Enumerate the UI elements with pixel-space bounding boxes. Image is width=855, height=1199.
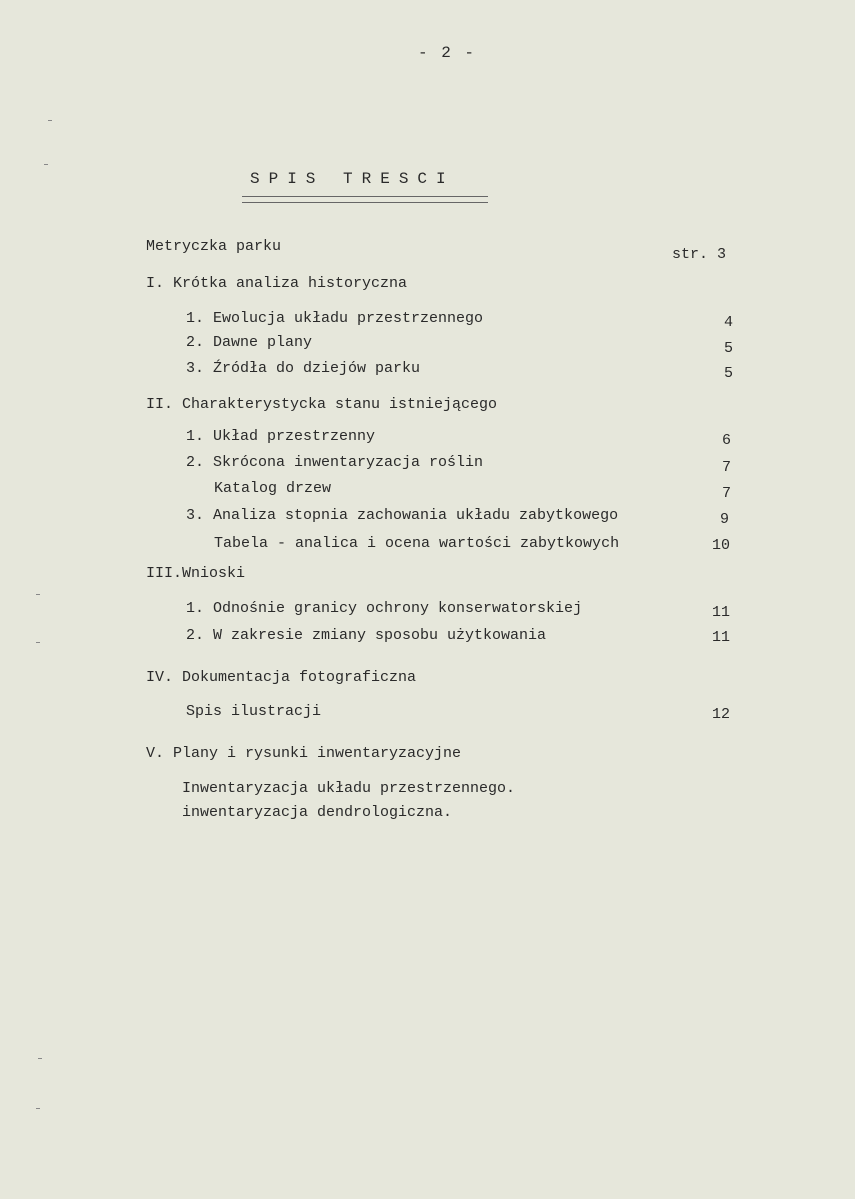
toc-page-ref: 7 [722,485,732,502]
toc-section-heading: II. Charakterystycka stanu istniejącego [146,396,498,413]
toc-entry: 3. Źródła do dziejów parku [186,360,421,377]
toc-entry: 1. Układ przestrzenny [186,428,376,445]
toc-entry: 2. W zakresie zmiany sposobu użytkowania [186,627,547,644]
toc-entry: 1. Odnośnie granicy ochrony konserwatorskiej [186,600,583,617]
toc-entry: 3. Analiza stopnia zachowania układu zabytkowego [186,507,619,524]
margin-speck [36,1108,40,1109]
margin-speck [48,120,52,121]
margin-speck [44,164,48,165]
toc-section-heading: IV. Dokumentacja fotograficzna [146,669,417,686]
margin-speck [36,594,40,595]
toc-entry: inwentaryzacja dendrologiczna. [182,804,453,821]
toc-entry: Tabela - analica i ocena wartości zabytkowych [214,535,620,552]
toc-page-ref: 10 [712,537,731,554]
toc-page-ref: 5 [724,340,734,357]
toc-page-ref: 7 [722,459,732,476]
page-number: - 2 - [418,44,477,62]
toc-section-heading: V. Plany i rysunki inwentaryzacyjne [146,745,462,762]
toc-page-ref: 4 [724,314,734,331]
toc-title: SPIS TRESCI [250,170,455,188]
toc-page-ref: 9 [720,511,730,528]
toc-entry: Inwentaryzacja układu przestrzennego. [182,780,516,797]
toc-entry: Spis ilustracji [186,703,322,720]
toc-page-ref: 12 [712,706,731,723]
toc-entry: 2. Dawne plany [186,334,313,351]
toc-page-ref: 6 [722,432,732,449]
toc-entry: Katalog drzew [214,480,332,497]
toc-entry: 1. Ewolucja układu przestrzennego [186,310,484,327]
toc-page-ref: 5 [724,365,734,382]
toc-page-ref: 11 [712,604,731,621]
margin-speck [36,642,40,643]
toc-section-heading: III.Wnioski [146,565,246,582]
toc-page-ref: 11 [712,629,731,646]
toc-section-heading: I. Krótka analiza historyczna [146,275,408,292]
toc-page-ref: str. 3 [672,246,727,263]
title-underline [242,196,488,203]
toc-entry: 2. Skrócona inwentaryzacja roślin [186,454,484,471]
margin-speck [38,1058,42,1059]
toc-entry: Metryczka parku [146,238,282,255]
